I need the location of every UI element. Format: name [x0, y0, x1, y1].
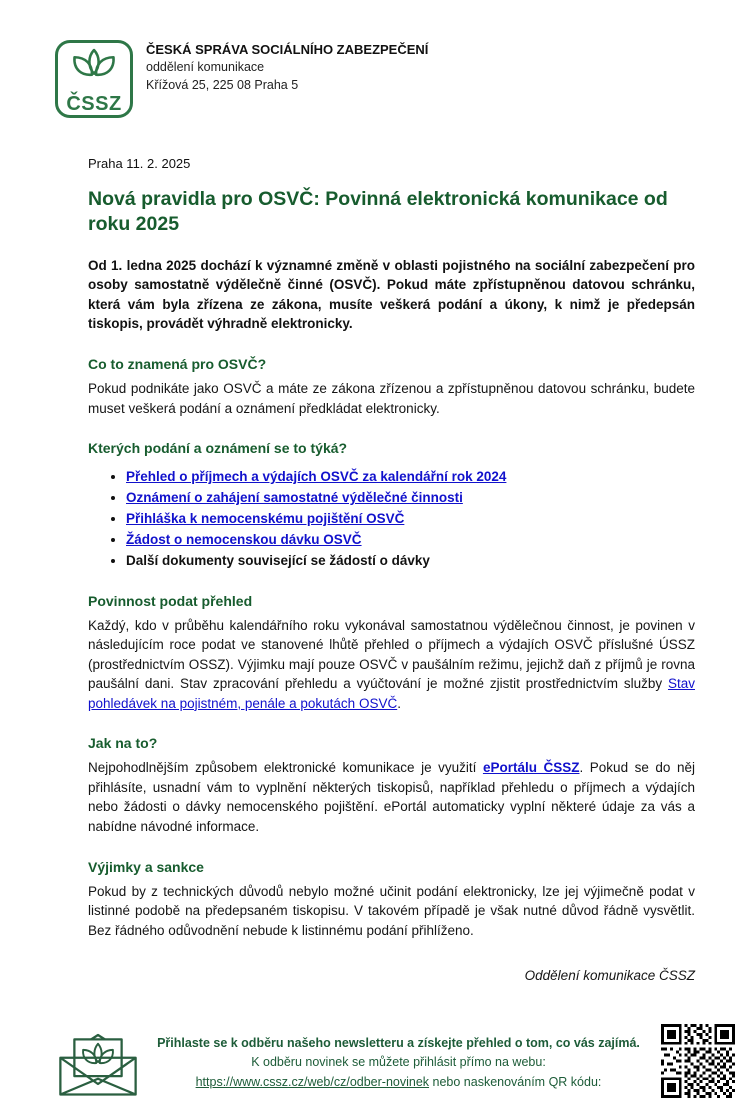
section-heading-duty: Povinnost podat přehled — [88, 592, 253, 609]
what-it-means-paragraph: Pokud podnikáte jako OSVČ a máte ze zákona zřízenou a zpřístupněnou datovou schránku, budete muset veškerá podání a oznámení předkládat elektronicky. — [88, 380, 695, 416]
how-paragraph — [88, 758, 695, 836]
org-name: ČESKÁ SPRÁVA SOCIÁLNÍHO ZABEZPEČENÍ — [146, 42, 429, 57]
date-line: Praha 11. 2. 2025 — [88, 156, 191, 171]
newsletter-footer — [0, 1022, 753, 1100]
list-item — [126, 510, 695, 529]
newsletter-envelope-icon — [48, 1028, 148, 1103]
list-item — [126, 552, 695, 571]
document-body — [88, 156, 695, 983]
cssz-logo — [55, 40, 133, 118]
how-text-before: Nejpohodlnějším způsobem elektronické komunikace je využití — [88, 760, 483, 776]
newsletter-line3 — [152, 1073, 645, 1092]
filings-list — [126, 468, 695, 570]
overview-2024-link[interactable]: Přehled o příjmech a výdajích OSVČ za kalendářní rok 2024 — [126, 469, 507, 485]
exceptions-paragraph: Pokud by z technických důvodů nebylo možné učinit podání elektronicky, lze jej výjimečně podat v listinné podobě na předepsaném tiskopisu. V takovém případě je však nutné důvod řádně vysvětlit. Bez řádného odůvodnění nebude k listinnému podání přihlíženo. — [88, 883, 695, 938]
how-text-after: . Pokud se do něj přihlásíte, usnadní vám to vyplnění některých tiskopisů, například přehledu o příjmech a výdajích nebo žádosti o dávky nemocenského pojištění. ePortál automaticky vyplní některé údaje za vás a nabídne návodné informace. — [88, 760, 695, 835]
section-heading-which-filings: Kterých podání a oznámení se to týká? — [88, 440, 348, 457]
newsletter-url-link[interactable]: https://www.cssz.cz/web/cz/odber-novinek — [195, 1074, 430, 1089]
list-item — [126, 531, 695, 550]
duty-text-after: . — [397, 695, 401, 711]
tulip-icon — [68, 48, 120, 93]
intro-paragraph: Od 1. ledna 2025 dochází k významné změně v oblasti pojistného na sociální zabezpečení pro osoby samostatně výdělečně činné (OSVČ). Pokud máte zpřístupněnou datovou schránku, která vám byla zřízena ze zákona, musíte veškerá podání a úkony, k nimž je předepsán tiskopis, provádět výhradně elektronicky. — [88, 257, 695, 332]
sickness-insurance-application-link[interactable]: Přihláška k nemocenskému pojištění OSVČ — [126, 510, 405, 526]
signature-line: Oddělení komunikace ČSSZ — [524, 968, 695, 984]
newsletter-line3-rest: nebo naskenováním QR kódu: — [429, 1074, 602, 1089]
duty-text-before: Každý, kdo v průběhu kalendářního roku vykonával samostatnou výdělečnou činnost, je povinen v následujícím roce podat ve stanovené lhůtě přehled o příjmech a výdajích OSVČ příslušné ÚSSZ (prostřednictvím OSSZ). Výjimku mají pouze OSVČ v paušálním režimu, jejichž daň z příjmů je rovna paušální dani. Stav zpracování přehledu a vyúčtování je možné zjistit prostřednictvím služby — [88, 617, 695, 692]
duty-paragraph — [88, 616, 695, 714]
section-heading-what-it-means: Co to znamená pro OSVČ? — [88, 355, 267, 372]
org-address: Křížová 25, 225 08 Praha 5 — [146, 78, 299, 93]
newsletter-line1: Přihlaste se k odběru našeho newsletteru a získejte přehled o tom, co vás zajímá. — [157, 1036, 640, 1050]
start-activity-link[interactable]: Oznámení o zahájení samostatné výdělečné činnosti — [126, 489, 463, 505]
section-heading-how: Jak na to? — [88, 735, 158, 752]
list-item — [126, 468, 695, 487]
debt-status-link[interactable]: Stav pohledávek na pojistném, penále a pokutách OSVČ — [88, 676, 695, 711]
org-department: oddělení komunikace — [146, 60, 265, 75]
list-item — [126, 489, 695, 508]
page-title: Nová pravidla pro OSVČ: Povinná elektronická komunikace od roku 2025 — [88, 188, 668, 236]
section-heading-exceptions: Výjimky a sankce — [88, 858, 204, 875]
other-documents-item: Další dokumenty související se žádostí o dávky — [126, 552, 430, 568]
qr-code — [661, 1024, 735, 1098]
letterhead — [146, 41, 428, 95]
newsletter-text — [152, 1034, 645, 1092]
newsletter-line2: K odběru novinek se můžete přihlásit přímo na webu: — [251, 1055, 546, 1070]
sickness-benefit-request-link[interactable]: Žádost o nemocenskou dávku OSVČ — [126, 531, 362, 547]
logo-wordmark: ČSSZ — [66, 93, 122, 115]
eportal-link[interactable]: ePortálu ČSSZ — [482, 760, 580, 776]
